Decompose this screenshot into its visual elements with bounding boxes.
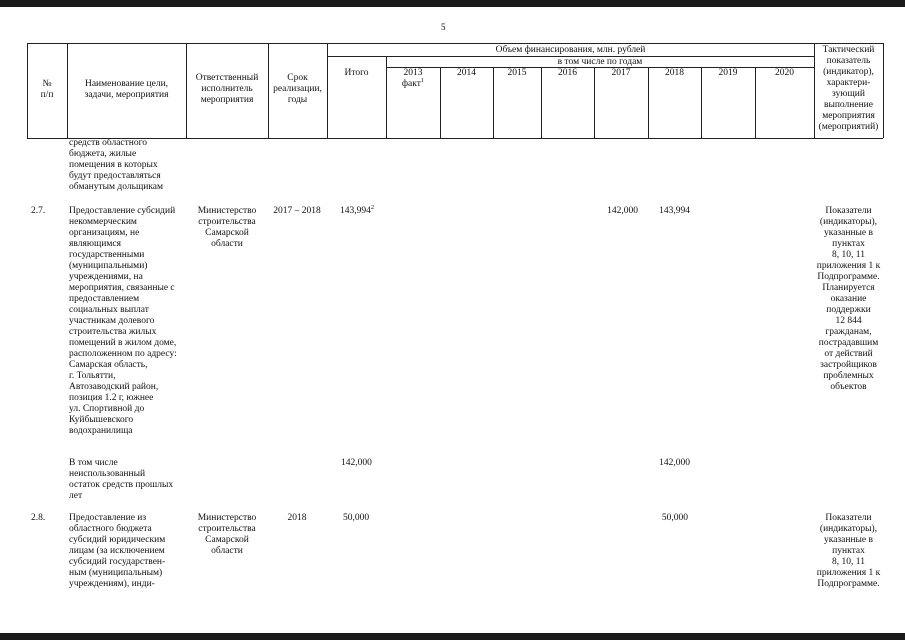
header-name: Наименование цели, задачи, мероприятия xyxy=(84,79,169,100)
header-indicator: Тактический показатель (индикатор), характери- зующий выполнение мероприятия (мероприятий) xyxy=(818,45,879,132)
row-2-7-2017: 142,000 xyxy=(607,206,638,216)
header-2019: 2019 xyxy=(718,68,738,78)
row-sub-total: 142,000 xyxy=(341,458,372,468)
footnote-1-mark: 1 xyxy=(420,76,425,84)
header-funding-group: Объем финансирования, млн. рублей xyxy=(495,45,646,55)
row-2-7-num: 2.7. xyxy=(31,206,46,216)
row-sub-name: В том числе неиспользованный остаток средств прошлых лет xyxy=(69,458,174,501)
header-num: № п/п xyxy=(40,79,54,100)
header-executor: Ответственный исполнитель мероприятия xyxy=(195,73,259,105)
footnote-2-mark: 2 xyxy=(370,203,375,211)
header-2016: 2016 xyxy=(558,68,577,78)
table-top-line xyxy=(27,43,883,44)
row-2-7-executor: Министерство строительства Самарской области xyxy=(197,206,257,249)
row-2-7-total: 143,994$^2$ xyxy=(340,203,375,216)
header-2015: 2015 xyxy=(507,68,527,78)
row-2-8-num: 2.8. xyxy=(31,513,46,523)
row-2-8-indicator: Показатели (индикаторы), указанные в пунктах 8, 10, 11 приложения 1 к Подпрограмме. xyxy=(816,513,881,589)
row-2-8-term: 2018 xyxy=(287,513,307,523)
row-2-8-name: Предоставление из областного бюджета субсидий юридическим лицам (за исключением субсидий государствен- ным (муниципальным) учреждениям), инди- xyxy=(69,513,166,589)
col-divider-right xyxy=(883,43,884,138)
col-divider-total xyxy=(327,43,328,138)
row-2-7-indicator: Показатели (индикаторы), указанные в пунктах 8, 10, 11 приложения 1 к Подпрограмме. Планируется оказание поддержки 12 844 гражданам, пострадавшим от действий застройщиков проблемных объектов xyxy=(816,206,881,392)
header-term: Срок реализации, годы xyxy=(273,73,322,105)
header-by-years: в том числе по годам xyxy=(557,57,643,67)
row-2-7-name: Предоставление субсидий некоммерческим организациям, не являющимся государственными (муниципальными) учреждениями, на мероприятия, связанные с предоставлением социальных выплат участникам долевого строительства жилых помещений в жилом доме, расположенном по адресу: Самарская область, г. Тольятти, Автозаводский район, позиция 1.2 г, южнее ул. Спортивной до Куйбышевского водохранилища xyxy=(69,206,177,436)
header-2013: 2013 факт$^1$ xyxy=(401,68,425,89)
row-2-7-term: 2017 – 2018 xyxy=(273,206,321,216)
page-number: 5 xyxy=(441,22,446,32)
header-2017: 2017 xyxy=(611,68,631,78)
row-2-8-2018: 50,000 xyxy=(661,513,688,523)
header-2020: 2020 xyxy=(775,68,794,78)
header-2018: 2018 xyxy=(665,68,684,78)
continued-row-name: средств областного бюджета, жилые помещения в которых будут предоставляться обманутым дольщикам xyxy=(69,138,164,192)
row-2-7-2018: 143,994 xyxy=(659,206,690,216)
header-2014: 2014 xyxy=(457,68,476,78)
row-2-8-executor: Министерство строительства Самарской области xyxy=(197,513,257,556)
row-2-8-total: 50,000 xyxy=(343,513,370,523)
header-total: Итого xyxy=(344,68,369,78)
row-sub-2018: 142,000 xyxy=(659,458,690,468)
